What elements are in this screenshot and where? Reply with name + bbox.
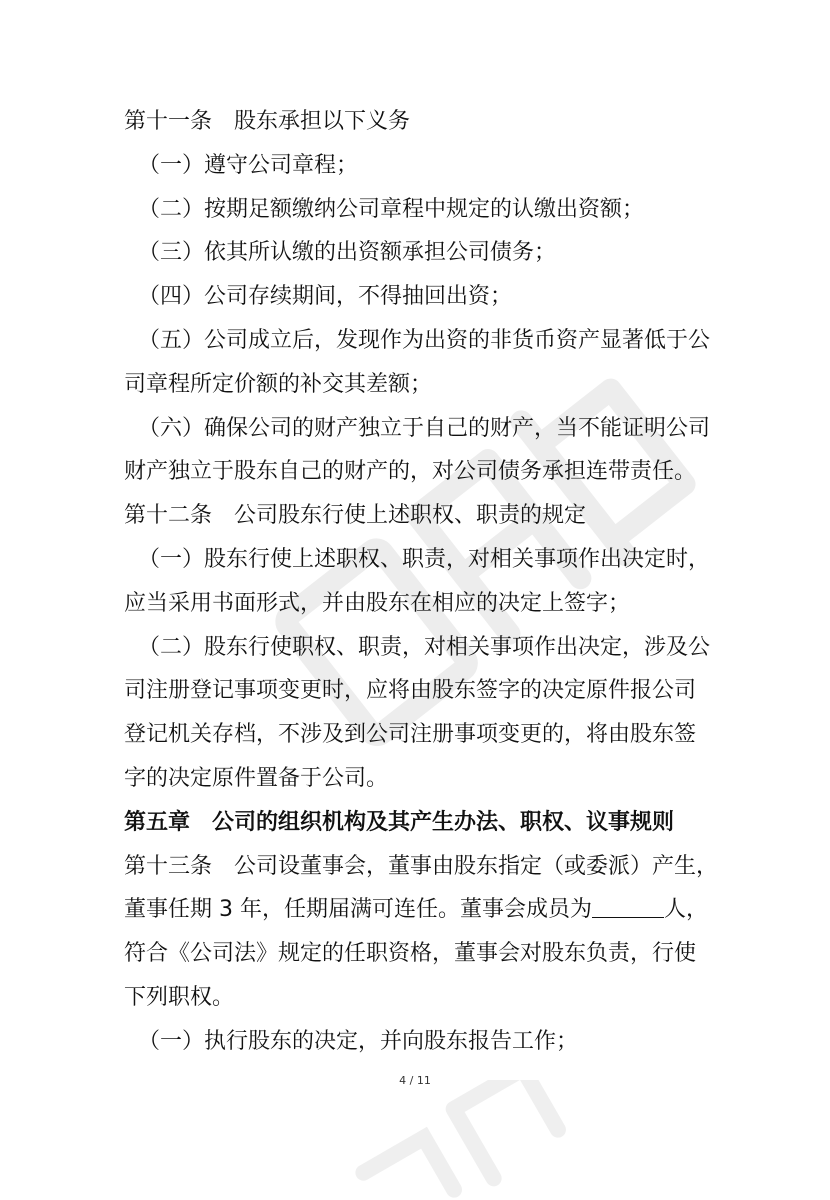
article-11-item-3: （三）依其所认缴的出资额承担公司债务； xyxy=(138,240,557,266)
article-12-number: 第十二条 xyxy=(124,503,213,529)
chapter-5-title: 公司的组织机构及其产生办法、职权、议事规则 xyxy=(212,809,675,835)
board-size-blank xyxy=(592,897,664,918)
article-13-line-4: 下列职权。 xyxy=(124,984,235,1010)
article-13-line-1: 公司设董事会，董事由股东指定（或委派）产生， xyxy=(234,853,719,879)
article-11-item-2: （二）按期足额缴纳公司章程中规定的认缴出资额； xyxy=(138,196,645,222)
article-12-item-1: （一）股东行使上述职权、职责，对相关事项作出决定时， xyxy=(138,546,711,572)
article-12-item-2: （二）股东行使职权、职责，对相关事项作出决定，涉及公 xyxy=(138,634,711,660)
article-12-item-2-continued-2: 登记机关存档，不涉及到公司注册事项变更的，将由股东签 xyxy=(124,722,697,748)
chapter-5-heading xyxy=(124,801,714,845)
article-12-item-1-continued: 应当采用书面形式，并由股东在相应的决定上签字； xyxy=(124,590,631,616)
article-11-number: 第十一条 xyxy=(124,109,213,134)
article-11-heading xyxy=(124,100,714,144)
document-body xyxy=(124,100,719,1064)
article-13-line-2-text: 董事任期 3 年，任期届满可连任。董事会成员为 xyxy=(124,897,592,923)
article-11-item-4: （四）公司存续期间，不得抽回出资； xyxy=(138,284,513,310)
article-13-number: 第十三条 xyxy=(124,853,213,879)
article-12-title: 公司股东行使上述职权、职责的规定 xyxy=(234,503,587,529)
watermark-bottom-icon xyxy=(330,1080,590,1200)
article-11-item-5-continued: 司章程所定价额的补交其差额； xyxy=(124,371,433,397)
article-12-heading xyxy=(124,494,714,538)
article-13-heading xyxy=(124,845,719,889)
article-12-item-2-continued-1: 司注册登记事项变更时，应将由股东签字的决定原件报公司 xyxy=(124,678,697,704)
article-11-item-5: （五）公司成立后，发现作为出资的非货币资产显著低于公 xyxy=(138,327,711,353)
article-13-line-2 xyxy=(124,888,714,932)
chapter-5-number: 第五章 xyxy=(124,809,191,835)
article-13-line-2-suffix: 人， xyxy=(664,897,709,923)
article-13-line-3: 符合《公司法》规定的任职资格，董事会对股东负责，行使 xyxy=(124,941,697,967)
page-number: 4 / 11 xyxy=(399,1074,431,1087)
article-11-item-1: （一）遵守公司章程； xyxy=(138,152,359,178)
article-13-item-1: （一）执行股东的决定，并向股东报告工作； xyxy=(138,1028,579,1054)
article-11-item-6: （六）确保公司的财产独立于自己的财产，当不能证明公司 xyxy=(138,415,711,441)
article-11-title: 股东承担以下义务 xyxy=(234,109,411,134)
article-11-item-6-continued: 财产独立于股东自己的财产的，对公司债务承担连带责任。 xyxy=(124,459,697,485)
article-12-item-2-continued-3: 字的决定原件置备于公司。 xyxy=(124,765,389,791)
